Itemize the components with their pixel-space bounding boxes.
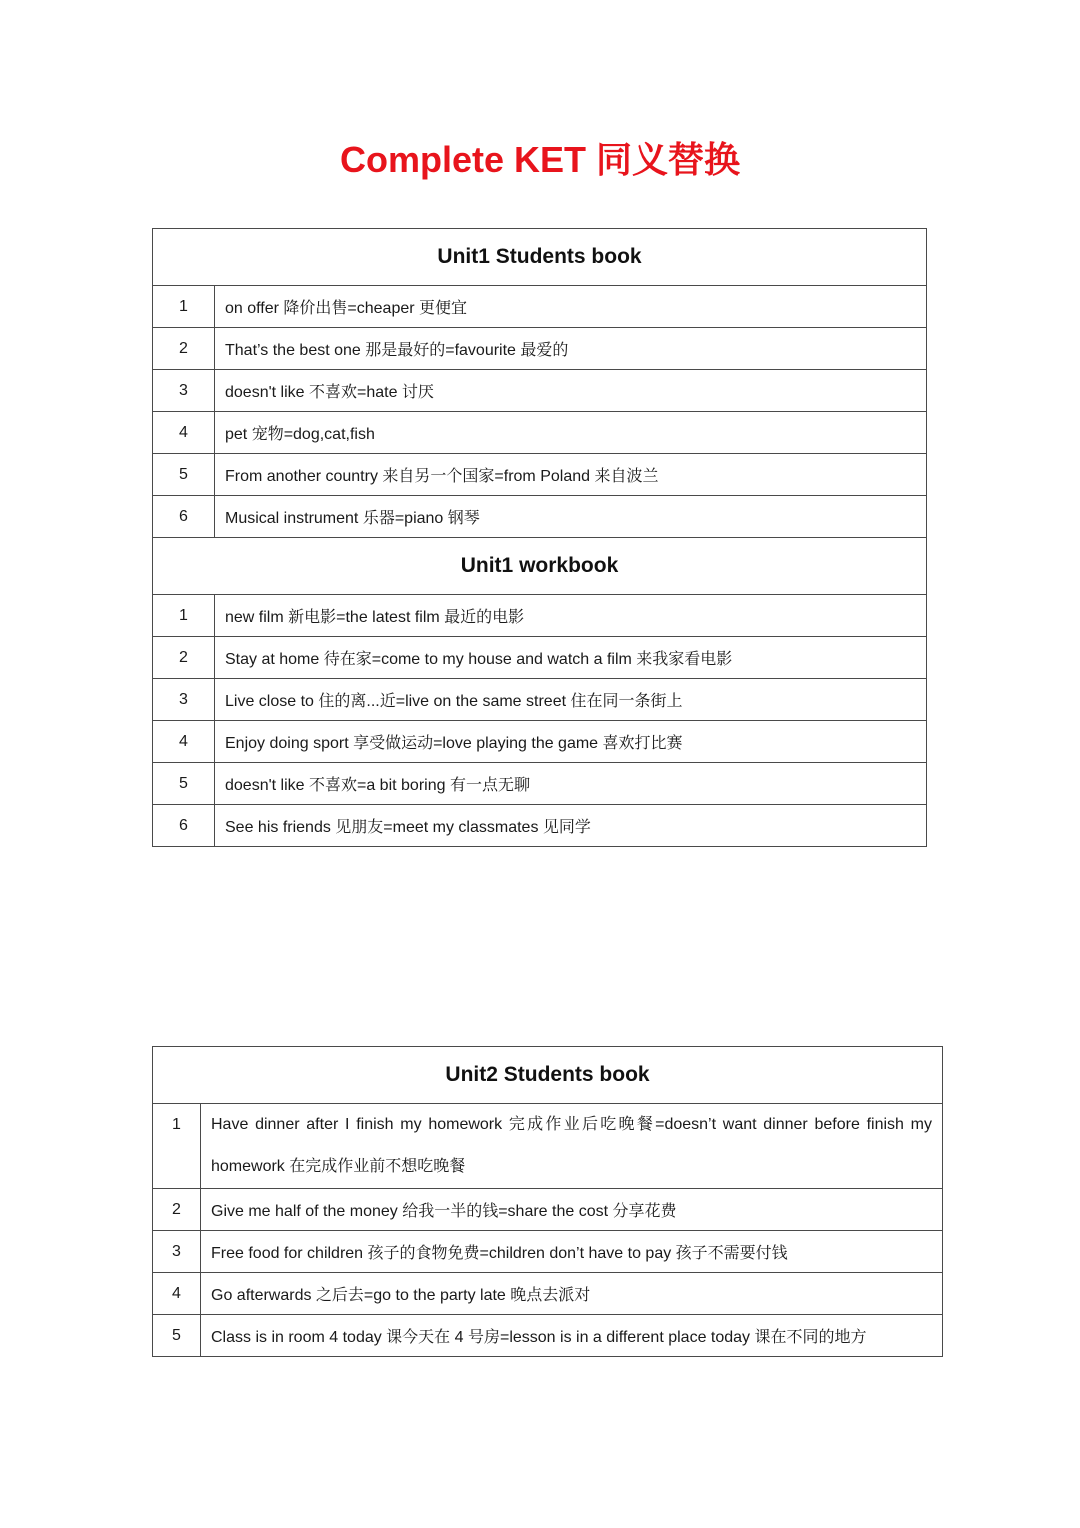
page-title: Complete KET 同义替换: [339, 139, 741, 180]
row-number: 6: [153, 805, 215, 847]
synonym-entry: on offer 降价出售=cheaper 更便宜: [215, 286, 927, 328]
unit1-students-book-heading: Unit1 Students book: [153, 229, 927, 286]
table-row: [153, 1273, 943, 1315]
row-number: 3: [153, 1231, 201, 1273]
table-row: [153, 1104, 943, 1189]
synonym-entry: doesn't like 不喜欢=a bit boring 有一点无聊: [215, 763, 927, 805]
unit2-table: [152, 1046, 943, 1357]
table-row: [153, 412, 927, 454]
synonym-entry: That’s the best one 那是最好的=favourite 最爱的: [215, 328, 927, 370]
table-row: [153, 1315, 943, 1357]
row-number: 4: [153, 412, 215, 454]
synonym-entry: doesn't like 不喜欢=hate 讨厌: [215, 370, 927, 412]
synonym-entry: From another country 来自另一个国家=from Poland 来自波兰: [215, 454, 927, 496]
table-row: [153, 454, 927, 496]
row-number: 2: [153, 328, 215, 370]
synonym-entry: pet 宠物=dog,cat,fish: [215, 412, 927, 454]
table-row: [153, 1231, 943, 1273]
row-number: 4: [153, 721, 215, 763]
unit1-table: [152, 228, 927, 847]
row-number: 2: [153, 637, 215, 679]
row-number: 1: [153, 595, 215, 637]
synonym-entry: new film 新电影=the latest film 最近的电影: [215, 595, 927, 637]
table-row: [153, 1189, 943, 1231]
table-row: [153, 286, 927, 328]
unit1-workbook-heading: Unit1 workbook: [153, 538, 927, 595]
row-number: 1: [153, 1104, 201, 1189]
row-number: 3: [153, 679, 215, 721]
table-row: [153, 370, 927, 412]
row-number: 3: [153, 370, 215, 412]
table-row: [153, 328, 927, 370]
synonym-entry: Give me half of the money 给我一半的钱=share the cost 分享花费: [201, 1189, 943, 1231]
unit2-students-book-heading: Unit2 Students book: [153, 1047, 943, 1104]
table-row: [153, 679, 927, 721]
table-row: [153, 721, 927, 763]
synonym-entry: Class is in room 4 today 课今天在 4 号房=lesson is in a different place today 课在不同的地方: [201, 1315, 943, 1357]
synonym-entry: Enjoy doing sport 享受做运动=love playing the game 喜欢打比赛: [215, 721, 927, 763]
row-number: 2: [153, 1189, 201, 1231]
table-row: [153, 595, 927, 637]
synonym-entry: Live close to 住的离...近=live on the same street 住在同一条街上: [215, 679, 927, 721]
row-number: 4: [153, 1273, 201, 1315]
row-number: 6: [153, 496, 215, 538]
row-number: 1: [153, 286, 215, 328]
table-row: [153, 763, 927, 805]
synonym-entry: See his friends 见朋友=meet my classmates 见同学: [215, 805, 927, 847]
table-row: [153, 637, 927, 679]
table-row: [153, 805, 927, 847]
synonym-entry: Musical instrument 乐器=piano 钢琴: [215, 496, 927, 538]
synonym-entry: Free food for children 孩子的食物免费=children don’t have to pay 孩子不需要付钱: [201, 1231, 943, 1273]
row-number: 5: [153, 454, 215, 496]
row-number: 5: [153, 763, 215, 805]
synonym-entry: Have dinner after I finish my homework 完成作业后吃晚餐=doesn’t want dinner before finish my homework 在完成作业前不想吃晚餐: [201, 1104, 943, 1189]
synonym-entry: Stay at home 待在家=come to my house and watch a film 来我家看电影: [215, 637, 927, 679]
table-row: [153, 496, 927, 538]
row-number: 5: [153, 1315, 201, 1357]
synonym-entry: Go afterwards 之后去=go to the party late 晚点去派对: [201, 1273, 943, 1315]
